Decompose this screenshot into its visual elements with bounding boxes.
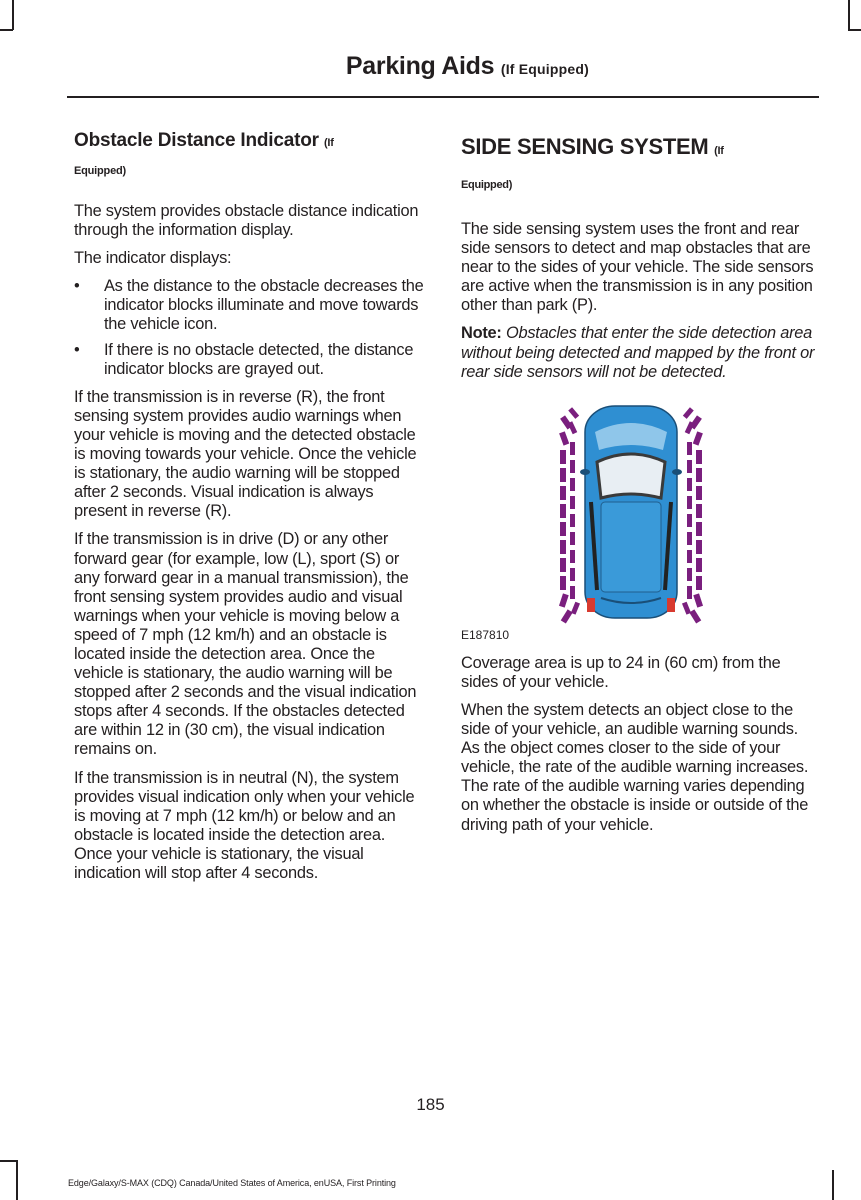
header-title-text: Parking Aids xyxy=(345,52,495,80)
right-sensor-zone xyxy=(682,407,703,623)
list-item xyxy=(74,341,426,379)
heading-suffix: Equipped) xyxy=(461,179,513,191)
paragraph: The system provides obstacle distance indication through the information display. xyxy=(74,202,419,240)
side-sensing-figure xyxy=(461,392,816,642)
footer-text: Edge/Galaxy/S-MAX (CDQ) Canada/United States of America, enUSA, First Printing xyxy=(68,1178,396,1188)
list-item xyxy=(74,277,426,334)
bullet-mark: • xyxy=(74,340,80,359)
obstacle-distance-indicator-heading xyxy=(74,128,426,184)
heading-suffix: Equipped) xyxy=(74,165,126,177)
list-item-text: As the distance to the obstacle decreases the indicator blocks illuminate and move towards the vehicle icon. xyxy=(104,277,424,334)
page-number: 185 xyxy=(416,1095,445,1114)
crop-mark xyxy=(0,1160,17,1162)
heading-suffix: (If xyxy=(714,145,724,157)
paragraph: When the system detects an object close to the side of your vehicle, an audible warning sounds. As the object comes closer to the side of your vehicle, the rate of the audible warning increases. The rate of the audible warning varies depending on whether the obstacle is inside or outside of the driving path of your vehicle. xyxy=(461,700,809,834)
paragraph: If the transmission is in drive (D) or any other forward gear (for example, low (L), sport (S) or any forward gear in a manual transmission), the front sensing system provides audio and visual warnings when your vehicle is moving below a speed of 7 mph (12 km/h) and an obstacle is located inside the detection area. Once the vehicle is stationary, the audio warning will be stopped after 2 seconds and the visual indication stops after 4 seconds. If the obstacles detected are within 12 in (30 cm), the visual indication remains on. xyxy=(74,530,417,759)
note-label: Note: xyxy=(461,324,502,343)
crop-mark xyxy=(848,29,861,31)
list-item-text: If there is no obstacle detected, the distance indicator blocks are grayed out. xyxy=(104,340,414,378)
car-body xyxy=(580,406,682,618)
bullet-mark: • xyxy=(74,277,80,296)
left-sensor-zone xyxy=(559,407,580,623)
paragraph: The side sensing system uses the front and rear side sensors to detect and map obstacles that are near to the sides of your vehicle. The side sensors are active when the transmission is in any position other than park (P). xyxy=(461,220,814,315)
header-divider xyxy=(67,96,819,98)
paragraph: Coverage area is up to 24 in (60 cm) from the sides of your vehicle. xyxy=(461,653,781,691)
heading-text: SIDE SENSING SYSTEM xyxy=(461,134,709,159)
left-column xyxy=(74,128,426,892)
paragraph: If the transmission is in neutral (N), the system provides visual indication only when your vehicle is moving at 7 mph (12 km/h) or below and an obstacle is located inside the detection area. Once your vehicle is stationary, the visual indication will stop after 4 seconds. xyxy=(74,768,415,882)
crop-mark xyxy=(848,0,850,30)
car-top-view-icon xyxy=(551,402,711,642)
paragraph: The indicator displays: xyxy=(74,249,232,268)
crop-mark xyxy=(16,1160,18,1200)
crop-mark xyxy=(832,1170,834,1200)
crop-mark xyxy=(12,0,14,30)
note xyxy=(461,324,816,381)
heading-suffix: (If xyxy=(323,137,334,149)
crop-mark xyxy=(0,29,13,31)
paragraph: If the transmission is in reverse (R), the front sensing system provides audio warnings when your vehicle is moving and the detected obstacle is moving towards your vehicle. Once the vehicle is stationary, the audio warning will be stopped after 2 seconds. Visual indication is always present in reverse (R). xyxy=(74,387,417,521)
right-column xyxy=(461,128,816,844)
note-text: Obstacles that enter the side detection area without being detected and mapped by the front or rear side sensors will not be detected. xyxy=(461,324,815,381)
figure-id: E187810 xyxy=(461,627,510,642)
page-header-title xyxy=(346,52,589,81)
indicator-list xyxy=(74,277,426,378)
heading-text: Obstacle Distance Indicator xyxy=(74,130,319,151)
side-sensing-system-heading xyxy=(461,132,816,200)
header-title-suffix: (If Equipped) xyxy=(500,61,589,77)
